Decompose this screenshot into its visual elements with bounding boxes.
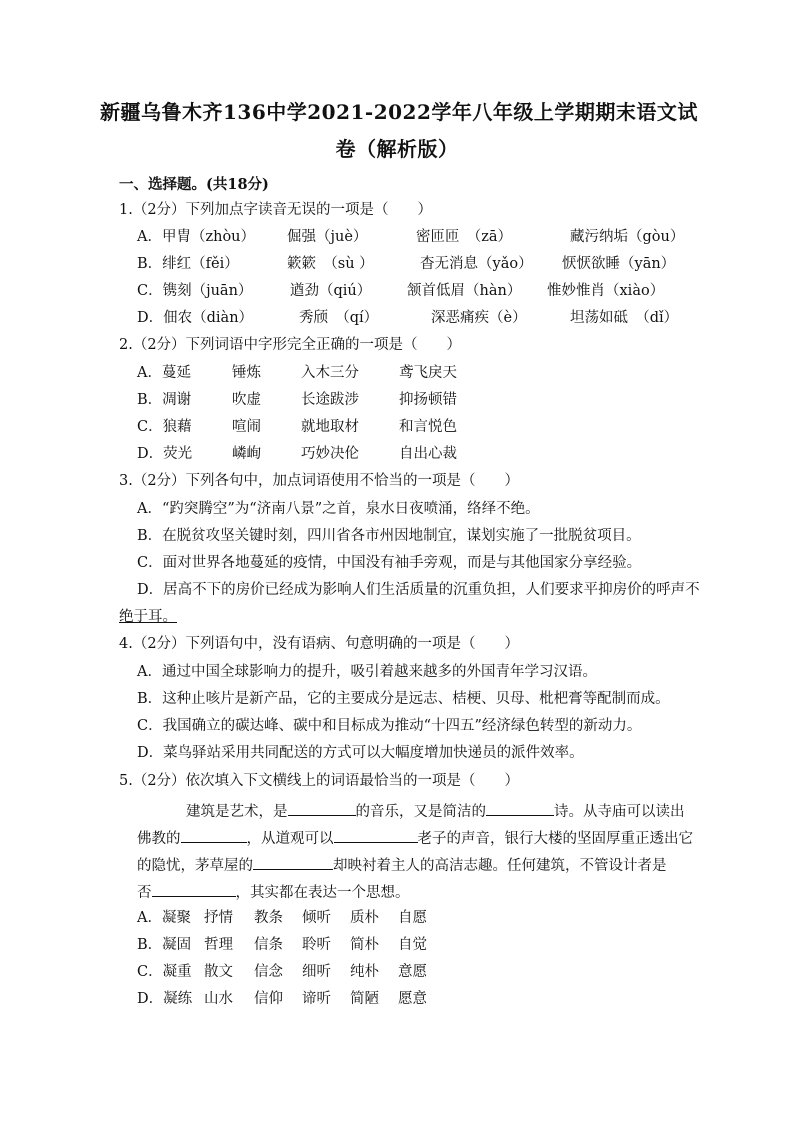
- q2-option-a-item4: 鸢飞戾天: [399, 365, 457, 381]
- q5-option-d-item1: D．凝练: [137, 991, 193, 1007]
- section-heading: 一、选择题。(共18分): [119, 176, 269, 193]
- q2-option-b-item3: 长途跋涉: [301, 392, 359, 408]
- q5-passage-text: 却映衬着主人的高洁志趣。任何建筑，不管设计者是: [333, 858, 667, 874]
- q4-option-d: D．菜鸟驿站采用共同配送的方式可以大幅度增加快递员的派件效率。: [137, 745, 584, 761]
- q2-option-d-item2: 嶙峋: [232, 446, 261, 462]
- q1-option-b-item2: 簌簌 （sù ）: [287, 256, 374, 272]
- q2-option-a-item1: A．蔓延: [137, 365, 191, 381]
- q4-option-b: B．这种止咳片是新产品，它的主要成分是远志、桔梗、贝母、枇杷膏等配制而成。: [137, 691, 670, 707]
- q5-option-d-item2: 山水: [204, 991, 233, 1007]
- q5-option-d-item3: 信仰: [254, 991, 283, 1007]
- q5-option-a-item3: 教条: [254, 910, 283, 926]
- q1-option-d-item2: 秀颀 （qí）: [299, 310, 379, 326]
- q5-option-c-item1: C．凝重: [137, 964, 192, 980]
- q5-option-c-item5: 纯朴: [350, 964, 379, 980]
- q1-option-c-item4: 惟妙惟肖（xiào）: [547, 283, 665, 299]
- q5-passage-text: 诗。从寺庙可以读出: [554, 804, 685, 820]
- q5-passage-text: 老子的声音，银行大楼的坚固厚重正透出它: [417, 831, 693, 847]
- q1-option-c-item3: 颔首低眉（hàn）: [407, 283, 522, 299]
- q3-option-d-line2: 绝于耳。: [119, 609, 177, 625]
- q2-option-c-item2: 喧闹: [232, 419, 261, 435]
- document-title-line1: 新疆乌鲁木齐136中学2021-2022学年八年级上学期期末语文试: [100, 100, 698, 124]
- question-3-stem: 3.（2分）下列各句中，加点词语使用不恰当的一项是（ ）: [119, 473, 520, 489]
- q5-option-c-item4: 细听: [302, 964, 331, 980]
- q2-option-a-item3: 入木三分: [301, 365, 359, 381]
- document-title-line2: 卷（解析版）: [335, 137, 459, 161]
- q5-option-d-item4: 谛听: [302, 991, 331, 1007]
- q2-option-d-item4: 自出心裁: [399, 446, 457, 462]
- q2-option-c-item4: 和言悦色: [399, 419, 457, 435]
- q2-option-d-item1: D．荧光: [137, 446, 193, 462]
- q1-option-b-item4: 恹恹欲睡（yān）: [562, 256, 676, 272]
- q4-option-c: C．我国确立的碳达峰、碳中和目标成为推动“十四五”经济绿色转型的新动力。: [137, 718, 642, 734]
- q3-option-d-line1: D．居高不下的房价已经成为影响人们生活质量的沉重负担，人们要求平抑房价的呼声不: [137, 582, 700, 598]
- question-5-stem: 5.（2分）依次填入下文横线上的词语最恰当的一项是（ ）: [119, 773, 520, 789]
- fill-blank: [288, 799, 356, 816]
- q5-passage-text: 否: [137, 885, 152, 901]
- q1-option-d-item3: 深恶痛疾（è）: [431, 310, 527, 326]
- q5-option-b-item3: 信条: [254, 937, 283, 953]
- q5-option-a-item4: 倾听: [302, 910, 331, 926]
- q5-option-b-item4: 聆听: [302, 937, 331, 953]
- q5-passage-text: 的隐忧，茅草屋的: [137, 858, 253, 874]
- q5-option-b-item1: B．凝固: [137, 937, 192, 953]
- q5-option-a-item5: 质朴: [350, 910, 379, 926]
- q1-option-b-item1: B．绯红（fěi）: [137, 256, 239, 272]
- fill-blank: [181, 826, 247, 843]
- fill-blank: [253, 853, 333, 870]
- q1-option-b-item3: 杳无消息（yǎo）: [420, 256, 533, 272]
- q2-option-b-item4: 抑扬顿错: [399, 392, 457, 408]
- q5-passage-line1: [186, 799, 685, 822]
- q5-passage-text: 建筑是艺术，是: [186, 804, 288, 820]
- q5-option-c-item6: 意愿: [398, 964, 427, 980]
- fill-blank: [486, 799, 554, 816]
- q5-option-a-item1: A．凝聚: [137, 910, 191, 926]
- q1-option-a-item2: 倔强（juè）: [287, 229, 368, 245]
- q5-option-b-item5: 简朴: [350, 937, 379, 953]
- q5-option-c-item2: 散文: [204, 964, 233, 980]
- question-2-stem: 2.（2分）下列词语中字形完全正确的一项是（ ）: [119, 337, 462, 353]
- q4-option-a: A．通过中国全球影响力的提升，吸引着越来越多的外国青年学习汉语。: [137, 664, 597, 680]
- q1-option-a-item4: 藏污纳垢（gòu）: [570, 229, 685, 245]
- q1-option-d-item1: D．佃农（diàn）: [137, 310, 254, 326]
- fill-blank: [334, 826, 418, 843]
- q2-option-c-item3: 就地取材: [301, 419, 359, 435]
- q1-option-d-item4: 坦荡如砥 （dǐ）: [570, 310, 679, 326]
- q2-option-c-item1: C．狼藉: [137, 419, 192, 435]
- q2-option-d-item3: 巧妙决伦: [301, 446, 359, 462]
- q5-passage-text: 佛教的: [137, 831, 181, 847]
- q3-option-b: B．在脱贫攻坚关键时刻，四川省各市州因地制宜，谋划实施了一批脱贫项目。: [137, 528, 641, 544]
- q5-option-a-item2: 抒情: [204, 910, 233, 926]
- q5-option-a-item6: 自愿: [398, 910, 427, 926]
- q5-passage-line2: [137, 826, 693, 849]
- q5-passage-text: ，其实都在表达一个思想。: [235, 885, 410, 901]
- q1-option-c-item1: C．镌刻（juān）: [137, 283, 253, 299]
- fill-blank: [152, 880, 236, 897]
- q5-option-b-item2: 哲理: [204, 937, 233, 953]
- q3-option-a: A．“趵突腾空”为“济南八景”之首，泉水日夜喷涌，络绎不绝。: [137, 501, 540, 517]
- q1-option-a-item1: A．甲胄（zhòu）: [137, 229, 256, 245]
- q2-option-a-item2: 锤炼: [232, 365, 261, 381]
- question-1-stem: 1.（2分）下列加点字读音无误的一项是（ ）: [119, 202, 433, 218]
- q5-option-b-item6: 自觉: [398, 937, 427, 953]
- q1-option-a-item3: 密匝匝 （zā）: [416, 229, 513, 245]
- q5-option-c-item3: 信念: [254, 964, 283, 980]
- q2-option-b-item1: B．凋谢: [137, 392, 192, 408]
- q1-option-c-item2: 遒劲（qiú）: [290, 283, 372, 299]
- q5-passage-line4: [137, 880, 410, 903]
- q2-option-b-item2: 吹虚: [232, 392, 261, 408]
- q5-passage-line3: [137, 853, 667, 876]
- q3-option-c: C．面对世界各地蔓延的疫情，中国没有袖手旁观，而是与其他国家分享经验。: [137, 555, 642, 571]
- q5-option-d-item6: 愿意: [398, 991, 427, 1007]
- q5-option-d-item5: 简陋: [350, 991, 379, 1007]
- question-4-stem: 4.（2分）下列语句中，没有语病、句意明确的一项是（ ）: [119, 636, 520, 652]
- q5-passage-text: ，从道观可以: [246, 831, 334, 847]
- q5-passage-text: 的音乐，又是简洁的: [355, 804, 486, 820]
